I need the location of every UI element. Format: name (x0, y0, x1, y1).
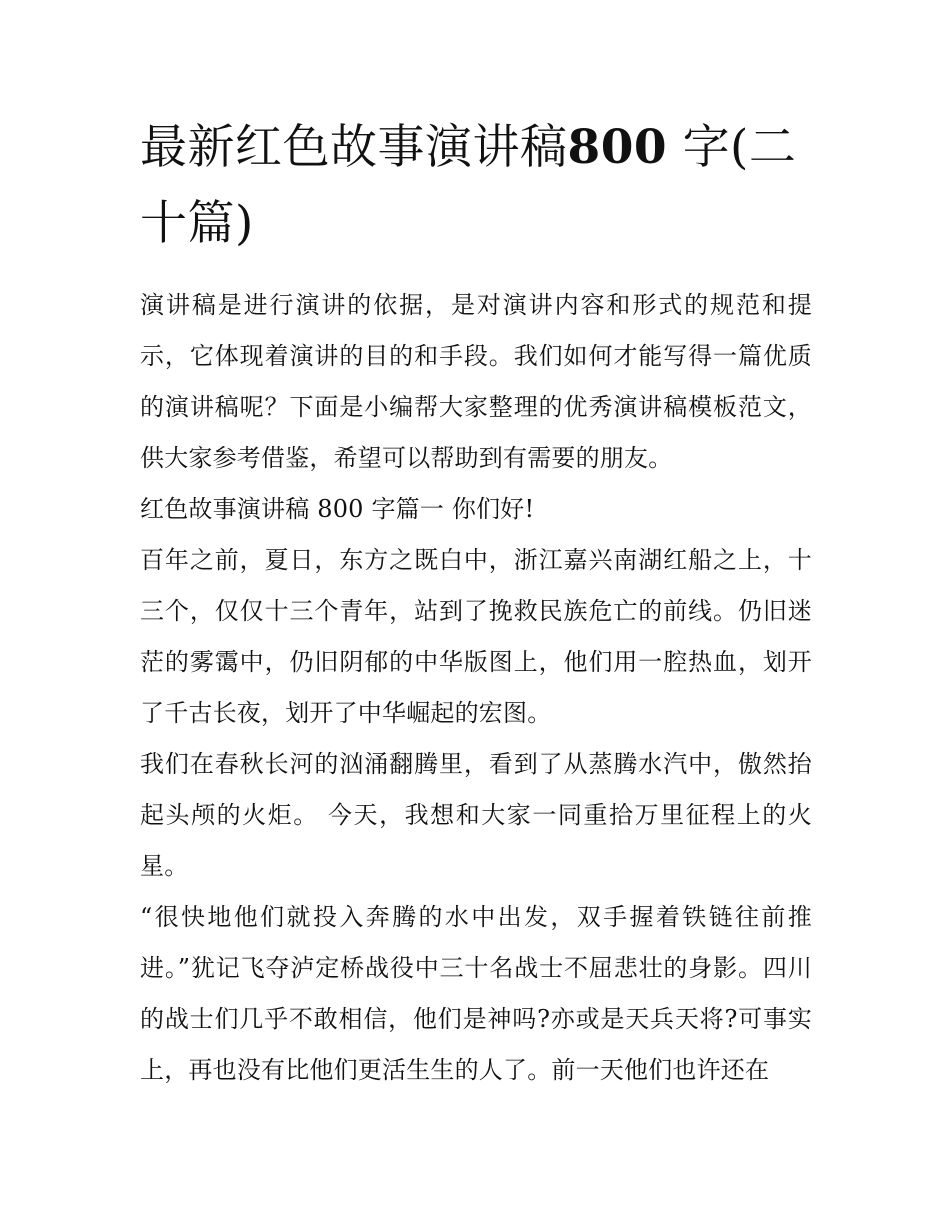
title-number: 800 (567, 120, 668, 175)
title-text-part2: 字(二十篇) (140, 120, 797, 251)
body-paragraph: “很快地他们就投入奔腾的水中出发，双手握着铁链往前推进。”犹记飞夺泸定桥战役中三十名战士不屈悲壮的身影。四川的战士们几乎不敢相信，他们是神吗?亦或是天兵天将?可事实上，再也没有比他们更活生生的人了。前一天他们也许还在 (140, 903, 812, 1084)
section-heading-paragraph: 红色故事演讲稿 800 字篇一 你们好! (140, 495, 535, 523)
document-title (140, 110, 812, 262)
document-body (140, 110, 812, 1096)
title-text-part1: 最新红色故事演讲稿 (140, 120, 568, 175)
body-paragraph: 百年之前，夏日，东方之既白中，浙江嘉兴南湖红船之上，十三个，仅仅十三个青年，站到了挽救民族危亡的前线。仍旧迷茫的雾霭中，仍旧阴郁的中华版图上，他们用一腔热血，划开了千古长夜，划开了中华崛起的宏图。 (140, 546, 812, 727)
body-paragraph: 我们在春秋长河的汹涌翻腾里，看到了从蒸腾水汽中，傲然抬起头颅的火炬。 今天，我想和大家一同重拾万里征程上的火星。 (140, 750, 812, 880)
intro-paragraph: 演讲稿是进行演讲的依据，是对演讲内容和形式的规范和提示，它体现着演讲的目的和手段。我们如何才能写得一篇优质的演讲稿呢？下面是小编帮大家整理的优秀演讲稿模板范文，供大家参考借鉴，希望可以帮助到有需要的朋友。 (140, 291, 812, 472)
